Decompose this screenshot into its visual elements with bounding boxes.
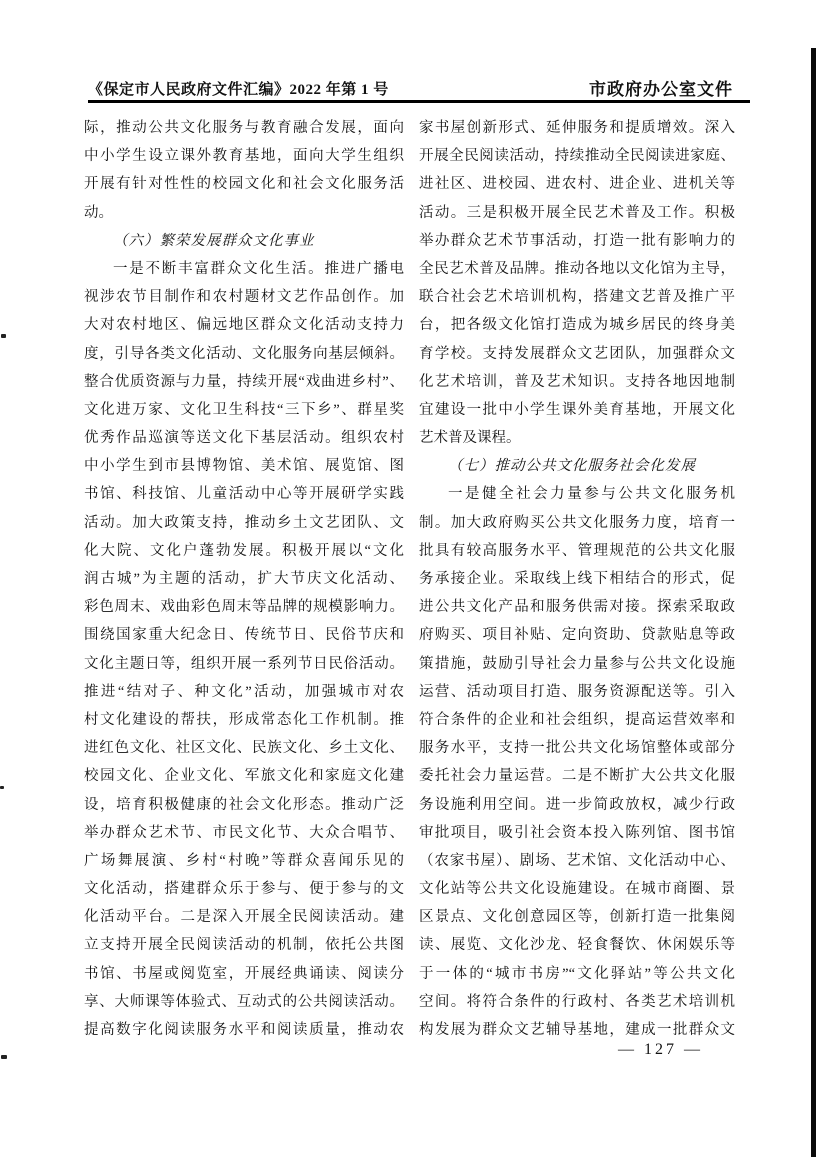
text-line: 宜建设一批中小学生课外美育基地，开展文化 — [419, 401, 735, 418]
text-line: 化大院、文化户蓬勃发展。积极开展以“文化 — [84, 542, 404, 559]
text-line: 优秀作品巡演等送文化下基层活动。组织农村 — [84, 430, 404, 447]
text-line: 育学校。支持发展群众文艺团队，加强群众文 — [419, 345, 735, 362]
text-line: 化艺术培训，普及艺术知识。支持各地因地制 — [419, 373, 735, 390]
text-line: 一是不断丰富群众文化生活。推进广播电 — [113, 260, 404, 277]
text-line: 校园文化、企业文化、军旅文化和家庭文化建 — [84, 768, 404, 785]
text-line: 区景点、文化创意园区等，创新打造一批集阅 — [419, 909, 735, 926]
text-line: 彩色周末、戏曲彩色周末等品牌的规模影响力。 — [84, 599, 404, 616]
scan-speckle — [1, 334, 6, 338]
text-line: 一是健全社会力量参与公共文化服务机 — [448, 486, 735, 503]
page-number: — 127 — — [618, 1041, 703, 1058]
text-line: 举办群众艺术节、市民文化节、大众合唱节、 — [84, 824, 404, 841]
text-line: 际，推动公共文化服务与教育融合发展，面向 — [84, 120, 404, 136]
text-line: 化活动平台。二是深入开展全民阅读活动。建 — [84, 909, 404, 926]
header-doc-category: 市政府办公室文件 — [589, 80, 733, 99]
text-line: 整合优质资源与力量，持续开展“戏曲进乡村”、 — [84, 373, 404, 390]
text-line: 全民艺术普及品牌。推动各地以文化馆为主导， — [419, 260, 735, 277]
text-line: 文化主题日等，组织开展一系列节日民俗活动。 — [84, 655, 404, 672]
text-line: 活动。三是积极开展全民艺术普及工作。积极 — [419, 204, 735, 221]
text-line: 审批项目，吸引社会资本投入陈列馆、图书馆 — [419, 824, 735, 841]
text-line: 享、大师课等体验式、互动式的公共阅读活动。 — [84, 993, 404, 1010]
text-line: 立支持开展全民阅读活动的机制，依托公共图 — [84, 937, 404, 954]
text-line: 书馆、科技馆、儿童活动中心等开展研学实践 — [84, 486, 404, 503]
text-line: 润古城”为主题的活动，扩大节庆文化活动、 — [84, 571, 404, 587]
text-line: 围绕国家重大纪念日、传统节日、民俗节庆和 — [84, 627, 404, 644]
text-line: 构发展为群众文艺辅导基地，建成一批群众文 — [419, 1022, 735, 1038]
text-column-left — [84, 114, 404, 1044]
text-line: 委托社会力量运营。二是不断扩大公共文化服 — [419, 768, 735, 785]
text-line: 务承接企业。采取线上线下相结合的形式，促 — [419, 571, 735, 587]
scan-speckle — [1, 1055, 7, 1059]
text-line: 运营、活动项目打造、服务资源配送等。引入 — [419, 683, 735, 700]
text-column-right — [419, 114, 735, 1044]
text-line: 大对农村地区、偏远地区群众文化活动支持力 — [84, 317, 404, 334]
text-line: 文化站等公共文化设施建设。在城市商圈、景 — [419, 881, 735, 898]
text-line: 中小学生到市县博物馆、美术馆、展览馆、图 — [84, 458, 404, 475]
text-line: 书馆、书屋或阅览室，开展经典诵读、阅读分 — [84, 965, 404, 982]
text-line: 设，培育积极健康的社会文化形态。推动广泛 — [84, 796, 404, 813]
text-line: 府购买、项目补贴、定向资助、贷款贴息等政 — [419, 627, 735, 644]
scan-speckle — [0, 786, 4, 789]
text-line: 服务水平，支持一批公共文化场馆整体或部分 — [419, 740, 735, 757]
header-publication-title: 《保定市人民政府文件汇编》2022 年第 1 号 — [88, 82, 389, 98]
text-line: 中小学生设立课外教育基地，面向大学生组织 — [84, 148, 404, 165]
text-line: 举办群众艺术节事活动，打造一批有影响力的 — [419, 232, 735, 249]
text-line: 提高数字化阅读服务水平和阅读质量，推动农 — [84, 1022, 404, 1038]
text-line: 文化进万家、文化卫生科技“三下乡”、群星奖 — [84, 401, 404, 418]
text-line: （农家书屋）、剧场、艺术馆、文化活动中心、 — [419, 852, 735, 869]
text-line: 推进“结对子、种文化”活动，加强城市对农 — [84, 683, 404, 700]
text-line: 度，引导各类文化活动、文化服务向基层倾斜。 — [84, 345, 404, 362]
text-line: （七）推动公共文化服务社会化发展 — [448, 458, 696, 475]
text-line: 开展有针对性性的校园文化和社会文化服务活 — [84, 176, 404, 193]
text-line: 活动。加大政策支持，推动乡土文艺团队、文 — [84, 514, 404, 531]
text-line: 台，把各级文化馆打造成为城乡居民的终身美 — [419, 317, 735, 334]
text-line: 批具有较高服务水平、管理规范的公共文化服 — [419, 542, 735, 559]
text-line: 艺术普及课程。 — [419, 430, 521, 447]
text-line: 务设施利用空间。进一步简政放权，减少行政 — [419, 796, 735, 813]
text-line: 家书屋创新形式、延伸服务和提质增效。深入 — [419, 120, 735, 136]
text-line: 村文化建设的帮扶，形成常态化工作机制。推 — [84, 711, 404, 728]
text-line: 空间。将符合条件的行政村、各类艺术培训机 — [419, 993, 735, 1010]
text-line: 广场舞展演、乡村“村晚”等群众喜闻乐见的 — [84, 852, 404, 869]
text-line: 制。加大政府购买公共文化服务力度，培育一 — [419, 514, 735, 531]
text-line: （六）繁荣发展群众文化事业 — [113, 232, 315, 249]
text-line: 符合条件的企业和社会组织，提高运营效率和 — [419, 711, 735, 728]
text-line: 视涉农节目制作和农村题材文艺作品创作。加 — [84, 289, 404, 306]
text-line: 策措施，鼓励引导社会力量参与公共文化设施 — [419, 655, 735, 672]
text-line: 进社区、进校园、进农村、进企业、进机关等 — [419, 176, 735, 193]
text-line: 于一体的“城市书房”“文化驿站”等公共文化 — [419, 965, 735, 982]
text-line: 联合社会艺术培训机构，搭建文艺普及推广平 — [419, 289, 735, 306]
text-line: 进公共文化产品和服务供需对接。探索采取政 — [419, 599, 735, 616]
header-rule — [88, 100, 750, 103]
text-line: 进红色文化、社区文化、民族文化、乡土文化、 — [84, 740, 404, 757]
scan-edge-artifact — [811, 48, 816, 1157]
text-line: 文化活动，搭建群众乐于参与、便于参与的文 — [84, 881, 404, 898]
text-line: 读、展览、文化沙龙、轻食餐饮、休闲娱乐等 — [419, 937, 735, 954]
text-line: 开展全民阅读活动，持续推动全民阅读进家庭、 — [419, 148, 735, 165]
text-line: 动。 — [84, 204, 113, 221]
